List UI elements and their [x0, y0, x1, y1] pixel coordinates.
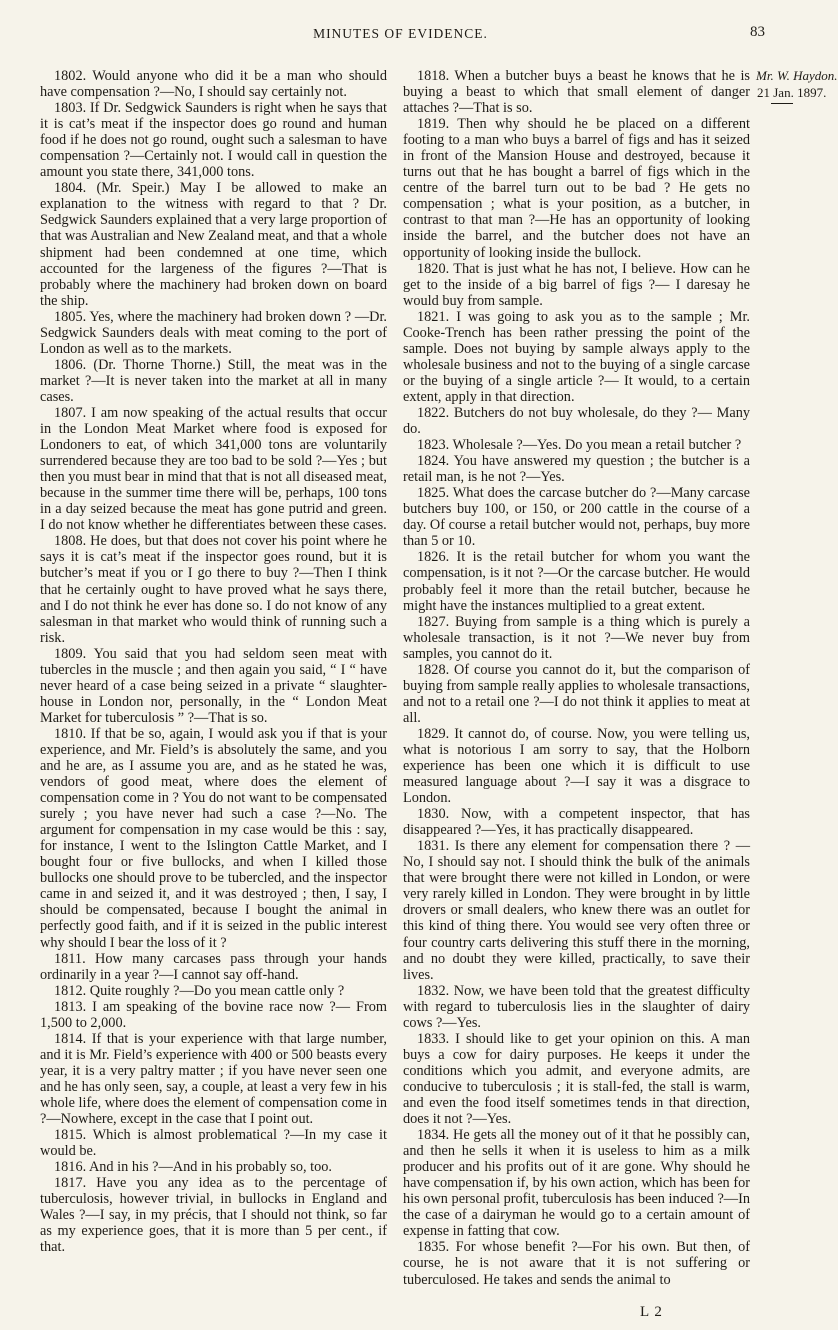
question-paragraph: 1824. You have answered my question ; the butcher is a retail man, is he not ?—Yes.: [403, 453, 750, 486]
question-paragraph: 1806. (Dr. Thorne Thorne.) Still, the meat was in the market ?—It is never taken into the market at all in many cases.: [40, 356, 387, 405]
question-paragraph: 1833. I should like to get your opinion on this. A man buys a cow for dairy purposes. He keeps it under the conditions which you admit, and everyone admits, are conducive to tuberculosis ; it is stall-fed, the stall is warm, and even the food itself sometimes tends in that direction, does it not ?—Yes.: [403, 1030, 750, 1128]
question-paragraph: 1826. It is the retail butcher for whom you want the compensation, is it not ?—Or the carcase butcher. He would probably feel it more than the retail butcher, because he might have the instances multiplied to a great extent.: [403, 549, 750, 614]
question-paragraph: 1822. Butchers do not buy wholesale, do they ?— Many do.: [403, 404, 750, 438]
question-paragraph: 1813. I am speaking of the bovine race now ?— From 1,500 to 2,000.: [40, 998, 387, 1031]
question-paragraph: 1802. Would anyone who did it be a man who should have compensation ?—No, I should say certainly not.: [40, 68, 387, 101]
question-paragraph: 1815. Which is almost problematical ?—In my case it would be.: [40, 1127, 387, 1160]
question-paragraph: 1832. Now, we have been told that the greatest difficulty with regard to tuberculosis lies in the slaughter of dairy cows ?—Yes.: [403, 982, 750, 1031]
question-paragraph: 1816. And in his ?—And in his probably so, too.: [54, 1159, 332, 1176]
question-paragraph: 1803. If Dr. Sedgwick Saunders is right when he says that it is cat’s meat if the inspector does go round and human food if he does not go round, ought such a salesman to have compensation ?—Certainly not. I would call in question the amount you state there, 341,000 tons.: [40, 100, 387, 181]
question-paragraph: 1835. For whose benefit ?—For his own. But then, of course, he is not aware that it is not suffering or tuberculosed. He takes and sends the animal to: [403, 1239, 750, 1288]
question-paragraph: 1807. I am now speaking of the actual results that occur in the London Meat Market where food is exposed for Londoners to eat, of which 341,000 tons are voluntarily surrendered because they are too bad to be sold ?—Yes ; but then you must bear in mind that that is not all diseased meat, because in the summer time there will be, perhaps, 100 tons in a day seized because the meat has gone putrid and green. I do not know whether he differentiates between these cases.: [40, 404, 387, 534]
question-paragraph: 1823. Wholesale ?—Yes. Do you mean a retail butcher ?: [417, 437, 742, 454]
question-paragraph: 1829. It cannot do, of course. Now, you were telling us, what is notorious I am sorry to say, that the Holborn experience has been one which it is difficult to use measured language about ?—I say it was a disgrace to London.: [403, 725, 750, 807]
signature-mark: L 2: [640, 1304, 663, 1320]
question-paragraph: 1827. Buying from sample is a thing which is purely a wholesale transaction, is it not ?—We never buy from samples, you cannot do it.: [403, 613, 750, 662]
question-paragraph: 1820. That is just what he has not, I believe. How can he get to the inside of a big barrel of figs ?— I daresay he would buy from sample.: [403, 260, 750, 309]
margin-rule: [771, 103, 793, 104]
right-column: [403, 68, 750, 1288]
question-paragraph: 1808. He does, but that does not cover his point where he says it is cat’s meat if the inspector goes round, but it is butcher’s meat if you or I go there to buy ?—Then I think that he certainly ought to have proved what he says there, and I do not think he ever has done so. I do not know of any salesman in that market who would think of running such a risk.: [40, 533, 387, 646]
question-paragraph: 1831. Is there any element for compensation there ? —No, I should say not. I should think the bulk of the animals that were brought there were not killed in London, or were very rarely killed in London. They were brought in by little drovers or small dealers, who knew there was an outlet for this kind of thing there. You would see very often three or four country carts delivering this stuff there in the morning, and no doubt they were killed, practically, to save their lives.: [403, 838, 750, 983]
question-paragraph: 1809. You said that you had seldom seen meat with tubercles in the muscle ; and then again you said, “ I “ have never heard of a case being seized in a private “ slaughter-house in London nor, personally, in the “ London Meat Market for tuberculosis ” ?—That is so.: [40, 645, 387, 726]
question-paragraph: 1805. Yes, where the machinery had broken down ? —Dr. Sedgwick Saunders deals with meat coming to the port of London as well as to the markets.: [40, 308, 387, 357]
running-title: MINUTES OF EVIDENCE.: [313, 26, 488, 41]
question-paragraph: 1810. If that be so, again, I would ask you if that is your experience, and Mr. Field’s is absolutely the same, and you and he are, as I assume you are, and as he stated he was, vendors of good meat, where does the element of compensation come in ? You do not want to be compensated surely ; you have never had such a case ?—No. The argument for compensation in my case would be this : say, for instance, I went to the Islington Cattle Market, and I bought four or five bullocks, and when I killed those bullocks one should prove to be tubercled, and the inspector came in and seized it, and it was destroyed ; then, I say, I should be compensated, because I bought the animal in perfectly good faith, and if it is seized in the public interest why should I bear the loss of it ?: [40, 725, 387, 951]
question-paragraph: 1811. How many carcases pass through your hands ordinarily in a year ?—I cannot say off-hand.: [40, 950, 387, 983]
page-number: 83: [750, 24, 765, 40]
question-paragraph: 1828. Of course you cannot do it, but the comparison of buying from sample really applies to wholesale transactions, and not to a retail one ?—I do not think it applies to meat at all.: [403, 661, 750, 726]
question-paragraph: 1825. What does the carcase butcher do ?—Many carcase butchers buy 100, or 150, or 200 cattle in the course of a day. Of course a retail butcher would not, perhaps, buy more than 5 or 10.: [403, 485, 750, 550]
question-paragraph: 1821. I was going to ask you as to the sample ; Mr. Cooke-Trench has been rather pressing the point of the sample. Does not buying by sample always apply to the wholesale business and not to the buying of a single carcase or the buying of a single article ?— It would, to a certain extent, apply in that direction.: [403, 308, 750, 405]
question-paragraph: 1818. When a butcher buys a beast he knows that he is buying a beast to which that small element of danger attaches ?—That is so.: [403, 68, 750, 117]
evidence-date: 21 Jan. 1897.: [757, 85, 827, 100]
question-paragraph: 1817. Have you any idea as to the percentage of tuberculosis, however trivial, in bullocks in England and Wales ?—I say, in my précis, that I should not think, so far as my experience goes, that it is more than 5 per cent., if that.: [40, 1175, 387, 1256]
question-paragraph: 1812. Quite roughly ?—Do you mean cattle only ?: [54, 982, 345, 999]
question-paragraph: 1834. He gets all the money out of it that he possibly can, and then he sells it when it is useless to him as a milk producer and his profits out of it are gone. Why should he have compensation if, by his own action, which has been for his own personal profit, tuberculosis has been induced ?—In the case of a dairyman he would go to a certain amount of expense in fatting that cow.: [403, 1127, 750, 1240]
question-paragraph: 1814. If that is your experience with that large number, and it is Mr. Field’s experience with 400 or 500 beasts every year, it is a very paltry matter ; if you have never seen one and he has only seen, say, a couple, at least a very few in his whole life, where does the element of compensation come in ?—Nowhere, except in the case that I point out.: [40, 1030, 387, 1128]
page-header: [0, 24, 801, 44]
question-paragraph: 1804. (Mr. Speir.) May I be allowed to make an explanation to the witness with regard to that ? Dr. Sedgwick Saunders explained that a very large proportion of that was Australian and New Zealand meat, and that a whole shipment had been condemned at one time, which accounted for the largeness of the figures ?—That is probably where the machinery had broken down on board the ship.: [40, 180, 387, 309]
question-paragraph: 1830. Now, with a competent inspector, that has disappeared ?—Yes, it has practically disappeared.: [403, 806, 750, 839]
question-paragraph: 1819. Then why should he be placed on a different footing to a man who buys a barrel of figs and has it seized in front of the Mansion House and destroyed, because it turns out that he has bought a barrel of figs which in the centre of the barrel turn out to be bad ? He gets no compensation ; what is your position, as a butcher, in contrast to that man ?—He has an opportunity of looking inside the barrel, and the butcher does not have an opportunity of looking inside the bullock.: [403, 116, 750, 261]
witness-name: Mr. W. Haydon.: [756, 68, 838, 83]
left-column: [40, 68, 387, 1255]
margin-note: [756, 68, 838, 104]
